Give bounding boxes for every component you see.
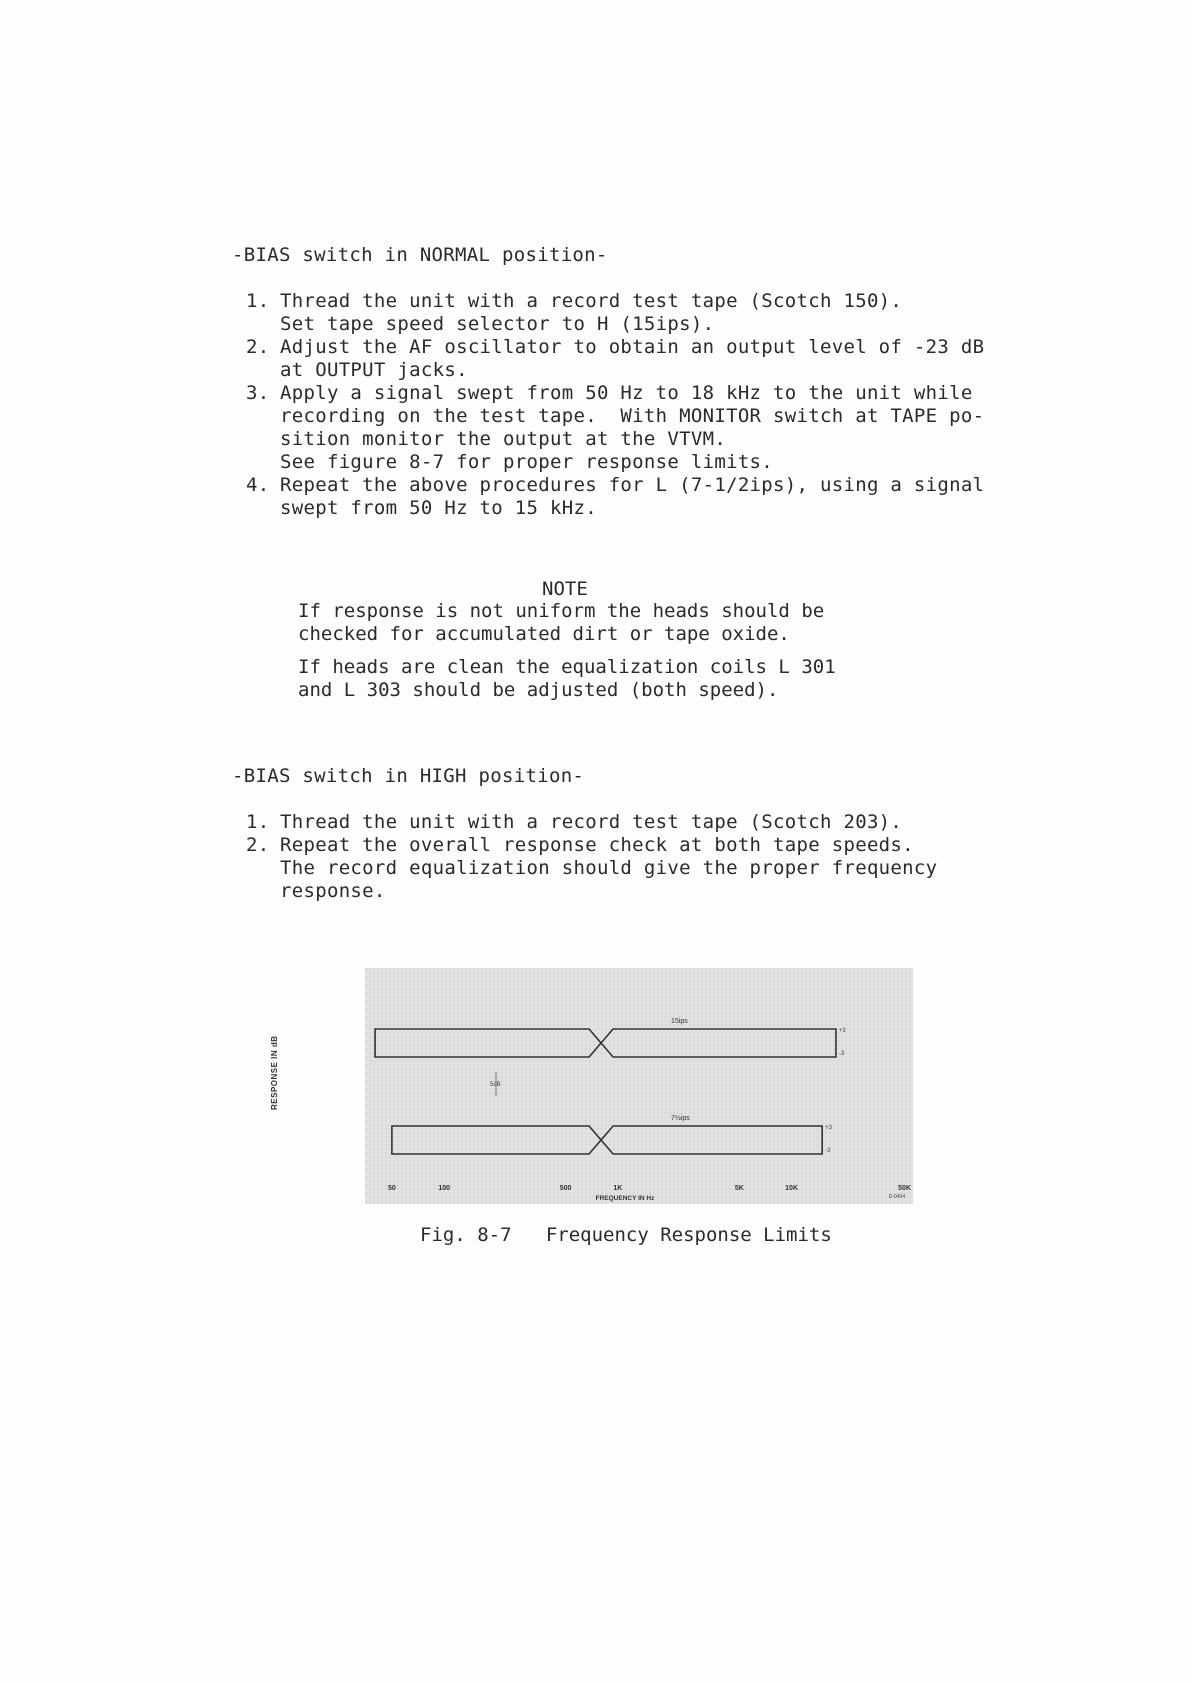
step-text-line: Set tape speed selector to H (15ips). [280,313,715,335]
step-number: 2. [246,834,270,856]
step-number: 3. [246,382,270,404]
section1-heading: -BIAS switch in NORMAL position- [232,244,608,266]
x-tick-label: 1K [613,1185,623,1192]
note-para2-line: If heads are clean the equalization coils L 301 [298,656,836,678]
scale-annotation: 5dB [490,1082,501,1088]
step-text-line: swept from 50 Hz to 15 kHz. [280,497,597,519]
step-number: 1. [246,290,270,312]
frequency-response-figure [365,968,913,1204]
step-text-line: Repeat the overall response check at both tape speeds. [280,834,914,856]
x-tick-label: 5K [734,1185,744,1192]
step-text-line: Thread the unit with a record test tape (Scotch 150). [280,290,903,312]
y-axis-label: RESPONSE IN dB [270,1035,279,1110]
upper-limit-label: +3 [838,1028,846,1034]
step-number: 1. [246,811,270,833]
note-title: NOTE [542,578,588,600]
note-para2-line: and L 303 should be adjusted (both speed). [298,679,779,701]
frequency-response-chart [365,968,913,1204]
step-text-line: response. [280,880,386,902]
series-label: 7½ips [671,1115,690,1122]
upper-limit-label: +3 [825,1125,833,1131]
chart-background [365,968,913,1204]
lower-limit-label: -3 [838,1051,845,1057]
step-text-line: Repeat the above procedures for L (7-1/2ips), using a signal [280,474,985,496]
step-text-line: Apply a signal swept from 50 Hz to 18 kHz to the unit while [280,382,973,404]
note-para1-line: If response is not uniform the heads should be [298,600,825,622]
step-text-line: recording on the test tape. With MONITOR switch at TAPE po- [280,405,985,427]
step-text-line: Thread the unit with a record test tape (Scotch 203). [280,811,903,833]
step-text-line: at OUTPUT jacks. [280,359,468,381]
figure-code: D-0494 [888,1194,905,1200]
x-axis-label: FREQUENCY IN Hz [595,1195,655,1202]
step-number: 2. [246,336,270,358]
step-text-line: Adjust the AF oscillator to obtain an output level of -23 dB [280,336,985,358]
step-text-line: The record equalization should give the proper frequency [280,857,938,879]
figure-caption: Fig. 8-7 Frequency Response Limits [420,1224,832,1246]
x-tick-label: 50 [388,1185,396,1192]
x-tick-label: 50K [898,1185,911,1192]
lower-limit-label: -3 [825,1148,831,1154]
x-tick-label: 10K [785,1185,799,1192]
series-label: 15ips [671,1018,688,1025]
section2-heading: -BIAS switch in HIGH position- [232,765,585,787]
step-text-line: See figure 8-7 for proper response limits. [280,451,774,473]
step-number: 4. [246,474,270,496]
x-tick-label: 500 [559,1185,572,1192]
x-tick-label: 100 [438,1185,451,1192]
note-para1-line: checked for accumulated dirt or tape oxide. [298,623,790,645]
step-text-line: sition monitor the output at the VTVM. [280,428,727,450]
